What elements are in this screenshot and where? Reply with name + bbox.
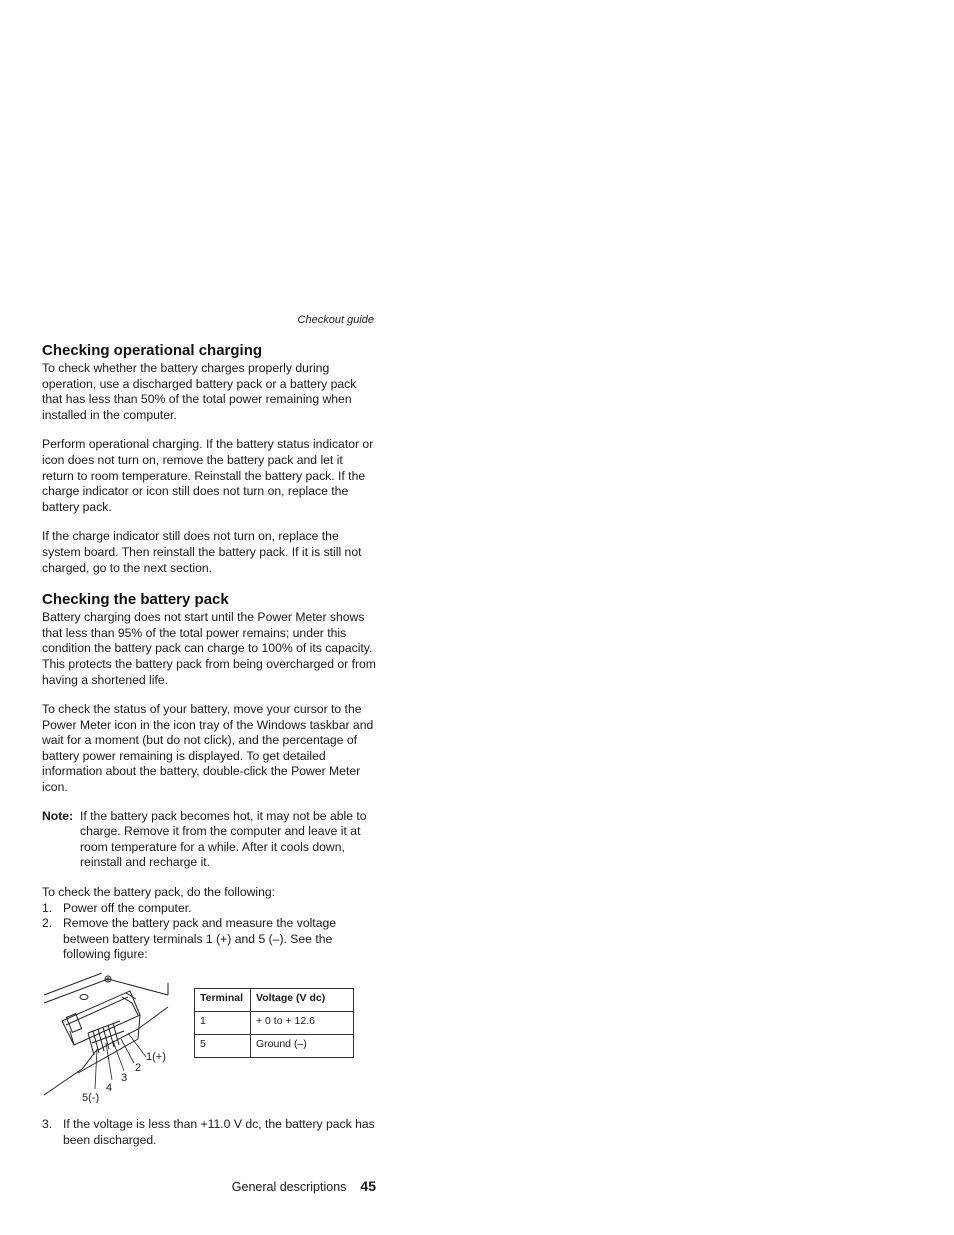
note-text: If the battery pack becomes hot, it may not be able to charge. Remove it from the computer and leave it at room temperature for a while. After it cools down, reinstall and recharge it. [80,808,367,870]
section-heading-battery-pack: Checking the battery pack [42,591,229,609]
note-label: Note: [42,808,74,823]
step-number: 3. [42,1117,53,1131]
step-text: Remove the battery pack and measure the voltage between battery terminals 1 (+) and 5 (–). See the following figure: [63,916,337,962]
steps-list-continued [42,1117,376,1148]
battery-terminal-illustration [42,973,192,1103]
main-column [42,341,376,1148]
step-number: 2. [42,916,53,931]
steps-intro: To check the battery pack, do the following: [42,885,276,900]
step-text: If the voltage is less than +11.0 V dc, the battery pack has been discharged. [63,1117,375,1147]
table-cell: + 0 to + 12.6 [251,1012,354,1035]
page-number: 45 [360,1178,376,1194]
list-item [42,1117,376,1148]
terminal-label-3: 3 [121,1072,128,1084]
column-header-terminal: Terminal [195,989,251,1012]
list-item [42,916,376,963]
paragraph: To check the status of your battery, move your cursor to the Power Meter icon in the icon tray of the Windows taskbar and wait for a moment (but do not click), and the percentage of battery power remaining is displayed. To get detailed information about the battery, double-click the Power Meter icon. [42,702,374,795]
terminal-label-5: 5(-) [82,1092,100,1103]
paragraph: To check whether the battery charges properly during operation, use a discharged battery pack or a battery pack that has less than 50% of the total power remaining when installed in the computer. [42,361,357,422]
page-footer [200,1178,376,1194]
paragraph: Battery charging does not start until the Power Meter shows that less than 95% of the total power remains; under this condition the battery pack can charge to 100% of its capacity. This protects the battery pack from being overcharged or from having a shortened life. [42,610,376,687]
step-number: 1. [42,900,53,915]
note-block [42,809,376,871]
running-header: Checkout guide [297,314,374,326]
table-row [195,1012,354,1035]
table-cell: 5 [195,1035,251,1058]
table-cell: 1 [195,1012,251,1035]
paragraph: Perform operational charging. If the battery status indicator or icon does not turn on, remove the battery pack and let it return to room temperature. Reinstall the battery pack. If the charge indicator or icon still does not turn on, replace the battery pack. [42,437,374,514]
voltage-table [194,988,354,1058]
paragraph: If the charge indicator still does not turn on, replace the system board. Then reinstall the battery pack. If it is still not charged, go to the next section. [42,529,362,575]
battery-figure [42,973,376,1103]
table-header-row [195,989,354,1012]
terminal-label-4: 4 [106,1082,113,1094]
footer-section-name: General descriptions [231,1180,347,1194]
terminal-label-2: 2 [135,1062,142,1074]
list-item [42,901,376,917]
section-heading-operational-charging: Checking operational charging [42,342,263,359]
table-row [195,1035,354,1058]
column-header-voltage: Voltage (V dc) [251,989,354,1012]
table-cell: Ground (–) [251,1035,354,1058]
steps-list [42,901,376,963]
terminal-label-1: 1(+) [146,1051,166,1063]
step-text: Power off the computer. [63,900,192,915]
